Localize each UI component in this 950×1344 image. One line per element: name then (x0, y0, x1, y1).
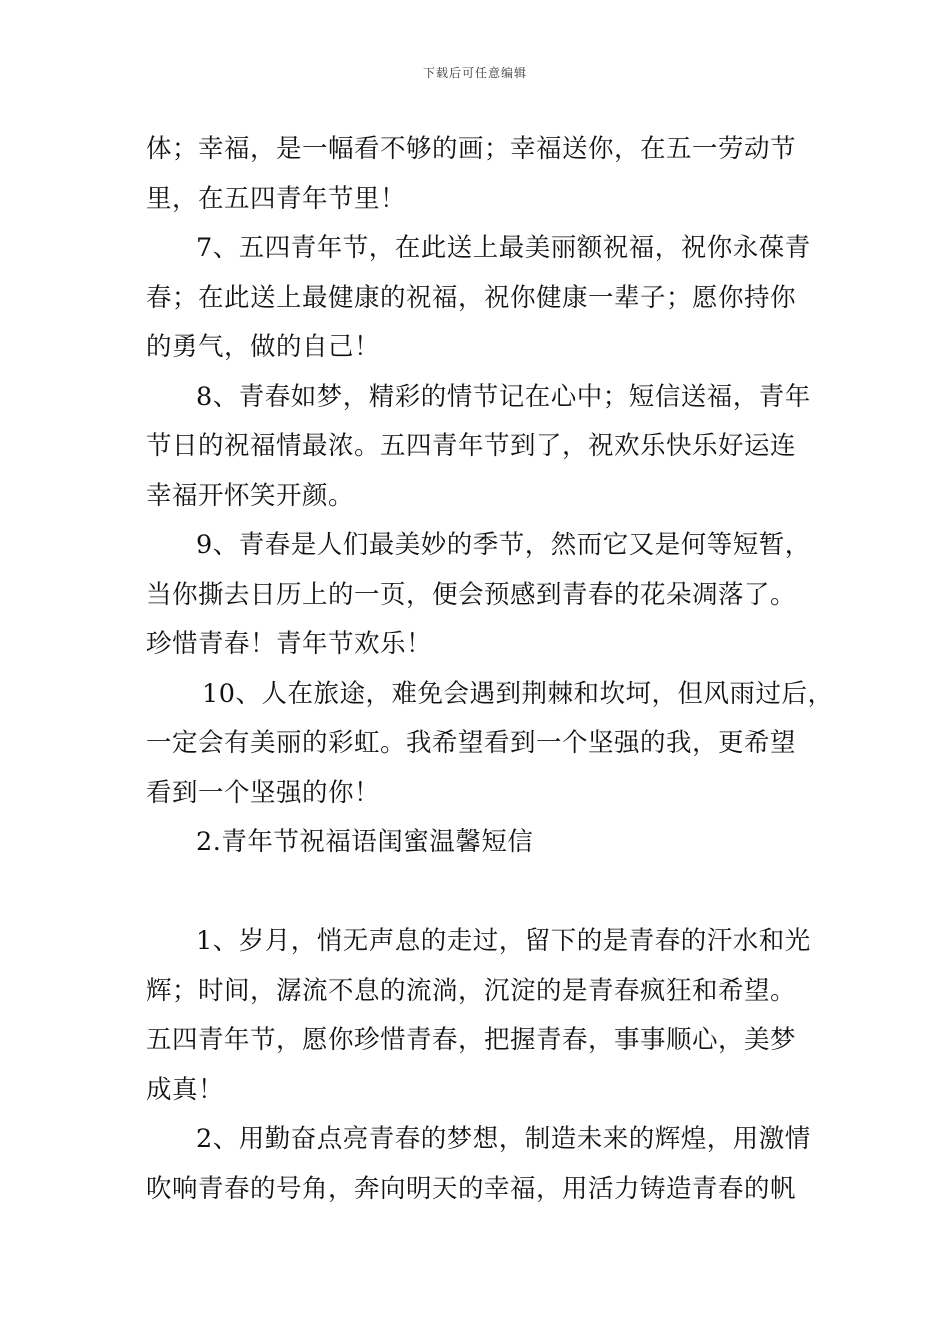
text-line: 吹响青春的号角，奔向明天的幸福，用活力铸造青春的帆 (146, 1173, 797, 1204)
section-heading: 2.青年节祝福语闺蜜温馨短信 (196, 827, 534, 857)
text-line: 春；在此送上最健康的祝福，祝你健康一辈子；愿你持你 (146, 282, 797, 313)
document-body (146, 125, 846, 1214)
text-line: 成真！ (146, 1074, 225, 1105)
text-line: 辉；时间，潺流不息的流淌，沉淀的是青春疯狂和希望。 (146, 975, 797, 1006)
text-line: 珍惜青春！青年节欢乐！ (146, 629, 433, 659)
paragraph-start-7: 7、五四青年节，在此送上最美丽额祝福，祝你永葆青 (196, 233, 811, 263)
page-header-note: 下载后可任意编辑 (422, 66, 527, 80)
paragraph-start-8: 8、青春如梦，精彩的情节记在心中；短信送福，青年 (196, 381, 811, 412)
text-line: 节日的祝福情最浓。五四青年节到了，祝欢乐快乐好运连 (146, 431, 797, 461)
paragraph-start-1: 1、岁月，悄无声息的走过，留下的是青春的汗水和光 (196, 926, 811, 956)
paragraph-start-10: 10、人在旅途，难免会遇到荆棘和坎坷，但风雨过后， (202, 678, 834, 709)
text-line: 五四青年节，愿你珍惜青春，把握青春，事事顺心，美梦 (146, 1025, 797, 1055)
paragraph-start-2: 2、用勤奋点亮青春的梦想，制造未来的辉煌，用激情 (196, 1124, 811, 1154)
text-line: 里，在五四青年节里！ (146, 183, 407, 214)
blank-line (146, 868, 846, 918)
paragraph-start-9: 9、青春是人们最美妙的季节，然而它又是何等短暂， (196, 530, 811, 560)
text-line: 当你撕去日历上的一页，便会预感到青春的花朵凋落了。 (146, 579, 797, 610)
text-line: 一定会有美丽的彩虹。我希望看到一个坚强的我，更希望 (146, 728, 797, 758)
text-line: 体；幸福，是一幅看不够的画；幸福送你，在五一劳动节 (146, 134, 797, 164)
text-line: 的勇气，做的自己！ (146, 332, 381, 362)
text-line: 看到一个坚强的你！ (146, 777, 381, 808)
text-line: 幸福开怀笑开颜。 (146, 480, 355, 511)
